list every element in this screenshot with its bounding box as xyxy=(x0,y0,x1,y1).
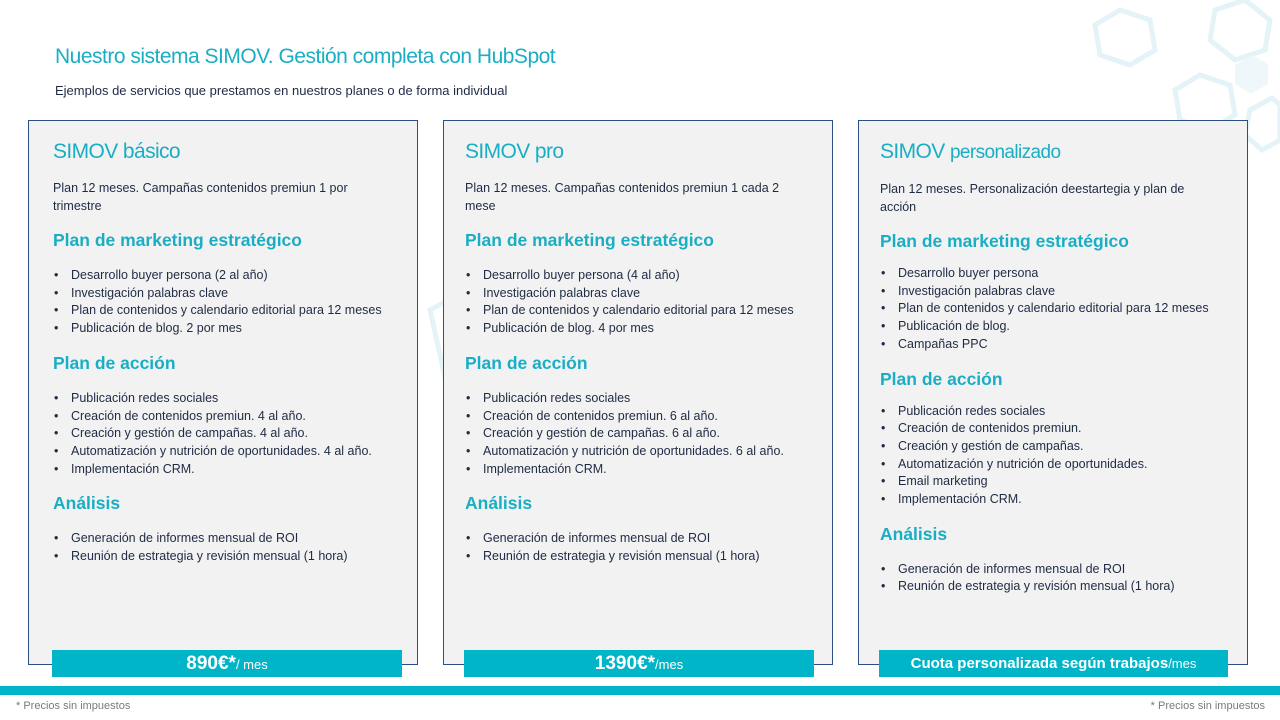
list-item: • Publicación redes sociales xyxy=(71,390,389,408)
price-unit: /mes xyxy=(1168,656,1197,671)
price-bar-basico xyxy=(52,650,402,677)
list-item: • Automatización y nutrición de oportunidades. 6 al año. xyxy=(483,443,801,461)
list-item: • Desarrollo buyer persona (2 al año) xyxy=(71,267,389,285)
section-heading: Plan de acción xyxy=(465,352,588,373)
list-item: • Reunión de estrategia y revisión mensual (1 hora) xyxy=(483,548,801,566)
price-bar-personalizado xyxy=(879,650,1228,677)
section-list xyxy=(53,390,417,479)
section-heading: Plan de marketing estratégico xyxy=(465,230,714,250)
section-heading: Plan de marketing estratégico xyxy=(880,231,1129,251)
list-item: • Automatización y nutrición de oportunidades. xyxy=(898,456,1216,474)
list-item: • Creación y gestión de campañas. 4 al año. xyxy=(71,425,389,443)
list-item: • Plan de contenidos y calendario editorial para 12 meses xyxy=(898,300,1216,318)
section-list xyxy=(880,561,1247,596)
list-item: • Generación de informes mensual de ROI xyxy=(898,561,1216,579)
list-item: • Plan de contenidos y calendario editorial para 12 meses xyxy=(483,302,801,320)
list-item: • Generación de informes mensual de ROI xyxy=(71,530,389,548)
price-unit: /mes xyxy=(655,657,684,672)
card-title xyxy=(880,138,1247,167)
plan-description: Plan 12 meses. Campañas contenidos premiun 1 cada 2 mese xyxy=(465,181,780,213)
list-item: • Desarrollo buyer persona xyxy=(898,265,1216,283)
section-list xyxy=(465,530,832,565)
page-title: Nuestro sistema SIMOV. Gestión completa con HubSpot xyxy=(55,45,556,68)
section-heading: Análisis xyxy=(880,523,948,544)
section-list xyxy=(53,530,417,565)
list-item: • Creación de contenidos premiun. 6 al año. xyxy=(483,408,801,426)
section-list xyxy=(880,403,1247,509)
footnote-right: * Precios sin impuestos xyxy=(1150,700,1265,712)
list-item: • Publicación de blog. xyxy=(898,318,1216,336)
plan-card-pro xyxy=(443,120,833,665)
list-item: • Publicación de blog. 2 por mes xyxy=(71,320,389,338)
list-item: • Creación de contenidos premiun. xyxy=(898,420,1216,438)
list-item: • Creación de contenidos premiun. 4 al año. xyxy=(71,408,389,426)
section-heading: Plan de acción xyxy=(53,352,176,373)
list-item: • Investigación palabras clave xyxy=(71,285,389,303)
list-item: • Investigación palabras clave xyxy=(483,285,801,303)
section-list xyxy=(53,267,417,338)
section-heading: Análisis xyxy=(53,493,121,514)
list-item: • Reunión de estrategia y revisión mensual (1 hora) xyxy=(898,578,1216,596)
list-item: • Desarrollo buyer persona (4 al año) xyxy=(483,267,801,285)
price-value: Cuota personalizada según trabajos xyxy=(910,655,1169,672)
list-item: • Publicación redes sociales xyxy=(898,403,1216,421)
list-item: • Investigación palabras clave xyxy=(898,283,1216,301)
card-title: SIMOV básico xyxy=(53,140,181,163)
footer-bar xyxy=(0,686,1280,695)
list-item: • Generación de informes mensual de ROI xyxy=(483,530,801,548)
price-unit: / mes xyxy=(235,657,268,672)
section-list xyxy=(465,267,832,338)
page-subtitle: Ejemplos de servicios que prestamos en nuestros planes o de forma individual xyxy=(55,83,508,98)
section-heading: Plan de acción xyxy=(880,368,1003,389)
card-title-suffix: personalizado xyxy=(949,142,1061,163)
list-item: • Creación y gestión de campañas. xyxy=(898,438,1216,456)
list-item: • Implementación CRM. xyxy=(483,461,801,479)
section-heading: Análisis xyxy=(465,493,533,514)
list-item: • Implementación CRM. xyxy=(71,461,389,479)
list-item: • Email marketing xyxy=(898,473,1216,491)
plan-card-personalizado xyxy=(858,120,1248,665)
list-item: • Publicación de blog. 4 por mes xyxy=(483,320,801,338)
plan-description: Plan 12 meses. Campañas contenidos premiun 1 por trimestre xyxy=(53,181,348,213)
list-item: • Creación y gestión de campañas. 6 al año. xyxy=(483,425,801,443)
list-item: • Campañas PPC xyxy=(898,336,1216,354)
price-value: 1390€* xyxy=(594,653,656,674)
section-list xyxy=(465,390,832,479)
price-value: 890€* xyxy=(186,653,236,674)
plan-card-basico xyxy=(28,120,418,665)
footnote-left: * Precios sin impuestos xyxy=(16,700,131,712)
card-title: SIMOV pro xyxy=(465,140,564,163)
list-item: • Plan de contenidos y calendario editorial para 12 meses xyxy=(71,302,389,320)
section-list xyxy=(880,265,1247,354)
list-item: • Automatización y nutrición de oportunidades. 4 al año. xyxy=(71,443,389,461)
plan-description: Plan 12 meses. Personalización deestartegia y plan de acción xyxy=(880,182,1185,214)
list-item: • Publicación redes sociales xyxy=(483,390,801,408)
list-item: • Reunión de estrategia y revisión mensual (1 hora) xyxy=(71,548,389,566)
price-bar-pro xyxy=(464,650,814,677)
section-heading: Plan de marketing estratégico xyxy=(53,230,302,250)
list-item: • Implementación CRM. xyxy=(898,491,1216,509)
card-title-main: SIMOV xyxy=(880,140,945,163)
